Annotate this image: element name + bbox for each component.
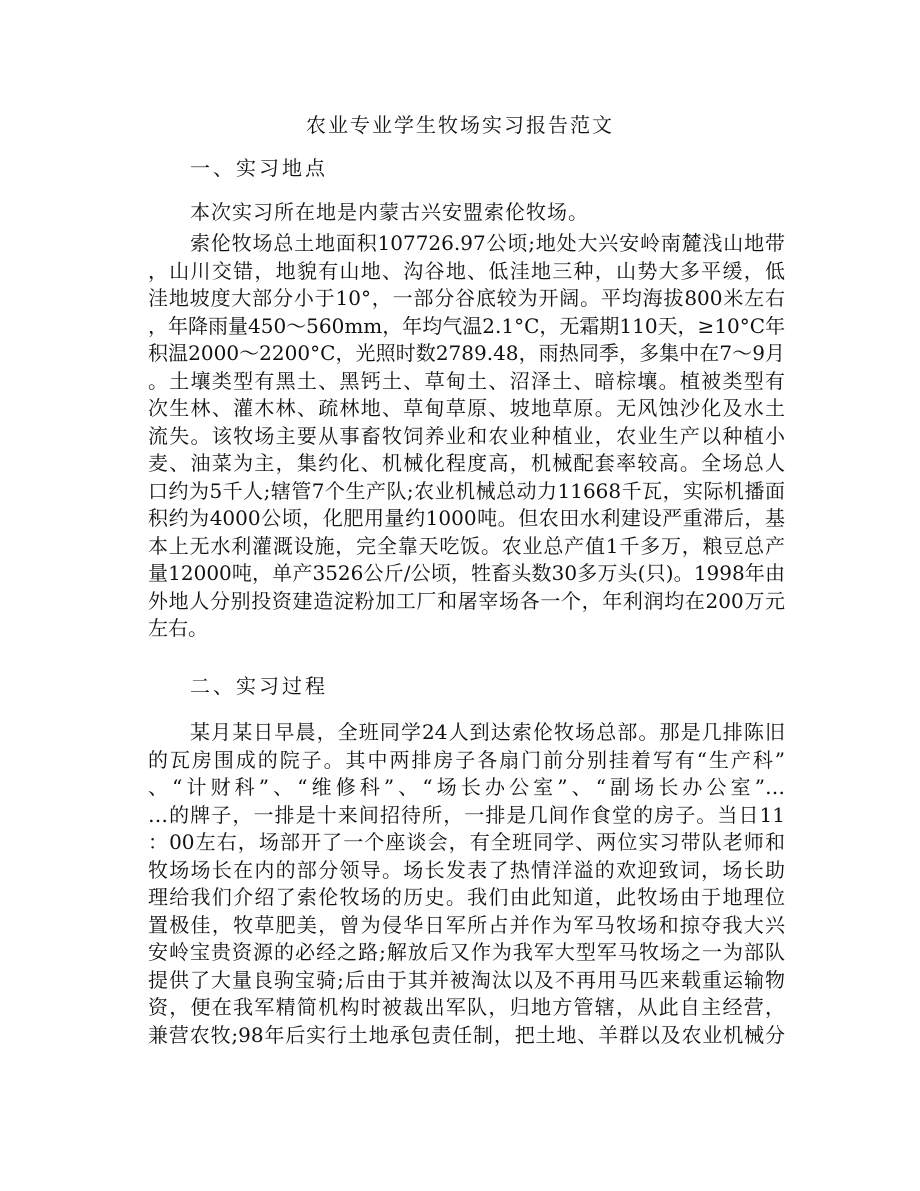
paragraph-line: 兼营农牧;98年后实行土地承包责任制，把土地、羊群以及农业机械分 — [148, 1022, 785, 1047]
paragraph-line: 左右。 — [148, 616, 208, 640]
paragraph-line: 洼地坡度大部分小于10°，一部分谷底较为开阔。平均海拔800米左右 — [148, 286, 785, 310]
paragraph-line: 麦、油菜为主，集约化、机械化程度高，机械配套率较高。全场总人 — [148, 451, 785, 475]
paragraph-line: ，山川交错，地貌有山地、沟谷地、低洼地三种，山势大多平缓，低 — [148, 258, 785, 283]
paragraph-line: 本上无水利灌溉设施，完全靠天吃饭。农业总产值1千多万，粮豆总产 — [148, 533, 785, 558]
paragraph-line: 某月某日早晨，全班同学24人到达索伦牧场总部。那是几排陈旧 — [190, 720, 785, 744]
paragraph-line: 索伦牧场总土地面积107726.97公顷;地处大兴安岭南麓浅山地带 — [190, 231, 785, 255]
paragraph-line: 量12000吨，单产3526公斤/公顷，牲畜头数30多万头(只)。1998年由 — [148, 561, 785, 585]
paragraph-line: 次生林、灌木林、疏林地、草甸草原、坡地草原。无风蚀沙化及水土 — [148, 396, 785, 420]
paragraph-line: ：00左右，场部开了一个座谈会，有全班同学、两位实习带队老师和 — [148, 830, 785, 854]
paragraph-line: 流失。该牧场主要从事畜牧饲养业和农业种植业，农业生产以种植小 — [148, 423, 785, 448]
paragraph-line: 积温2000～2200°C，光照时数2789.48，雨热同季，多集中在7～9月 — [148, 341, 785, 365]
paragraph-line: ，年降雨量450～560mm，年均气温2.1°C，无霜期110天，≥10°C年 — [148, 313, 786, 338]
section-heading-location: 一、实习地点 — [190, 156, 328, 180]
paragraph-line: 、“计财科”、“维修科”、“场长办公室”、“副场长办公室”… — [148, 775, 785, 799]
paragraph-line: 牧场场长在内的部分领导。场长发表了热情洋溢的欢迎致词，场长助 — [148, 857, 785, 882]
intro-paragraph: 本次实习所在地是内蒙古兴安盟索伦牧场。 — [190, 200, 589, 224]
paragraph-line: 安岭宝贵资源的必经之路;解放后又作为我军大型军马牧场之一为部队 — [148, 940, 785, 964]
paragraph-line: 提供了大量良驹宝骑;后由于其并被淘汰以及不再用马匹来载重运输物 — [148, 967, 785, 992]
paragraph-line: 的瓦房围成的院子。其中两排房子各扇门前分别挂着写有“生产科” — [148, 747, 785, 772]
paragraph-line: 外地人分别投资建造淀粉加工厂和屠宰场各一个，年利润均在200万元 — [148, 588, 785, 613]
paragraph-line: 口约为5千人;辖管7个生产队;农业机械总动力11668千瓦，实际机播面 — [148, 478, 785, 503]
paragraph-line: 积约为4000公顷，化肥用量约1000吨。但农田水利建设严重滞后，基 — [148, 506, 785, 530]
document-title: 农业专业学生牧场实习报告范文 — [306, 113, 614, 137]
paragraph-line: 理给我们介绍了索伦牧场的历史。我们由此知道，此牧场由于地理位 — [148, 885, 785, 909]
paragraph-line: 资，便在我军精简机构时被裁出军队，归地方管辖，从此自主经营， — [148, 995, 785, 1019]
paragraph-line: 置极佳，牧草肥美，曾为侵华日军所占并作为军马牧场和掠夺我大兴 — [148, 912, 785, 937]
paragraph-line: 。土壤类型有黑土、黑钙土、草甸土、沼泽土、暗棕壤。植被类型有 — [148, 368, 785, 393]
paragraph-line: …的牌子，一排是十来间招待所，一排是几间作食堂的房子。当日11 — [148, 802, 785, 827]
section-heading-process: 二、实习过程 — [190, 674, 328, 698]
